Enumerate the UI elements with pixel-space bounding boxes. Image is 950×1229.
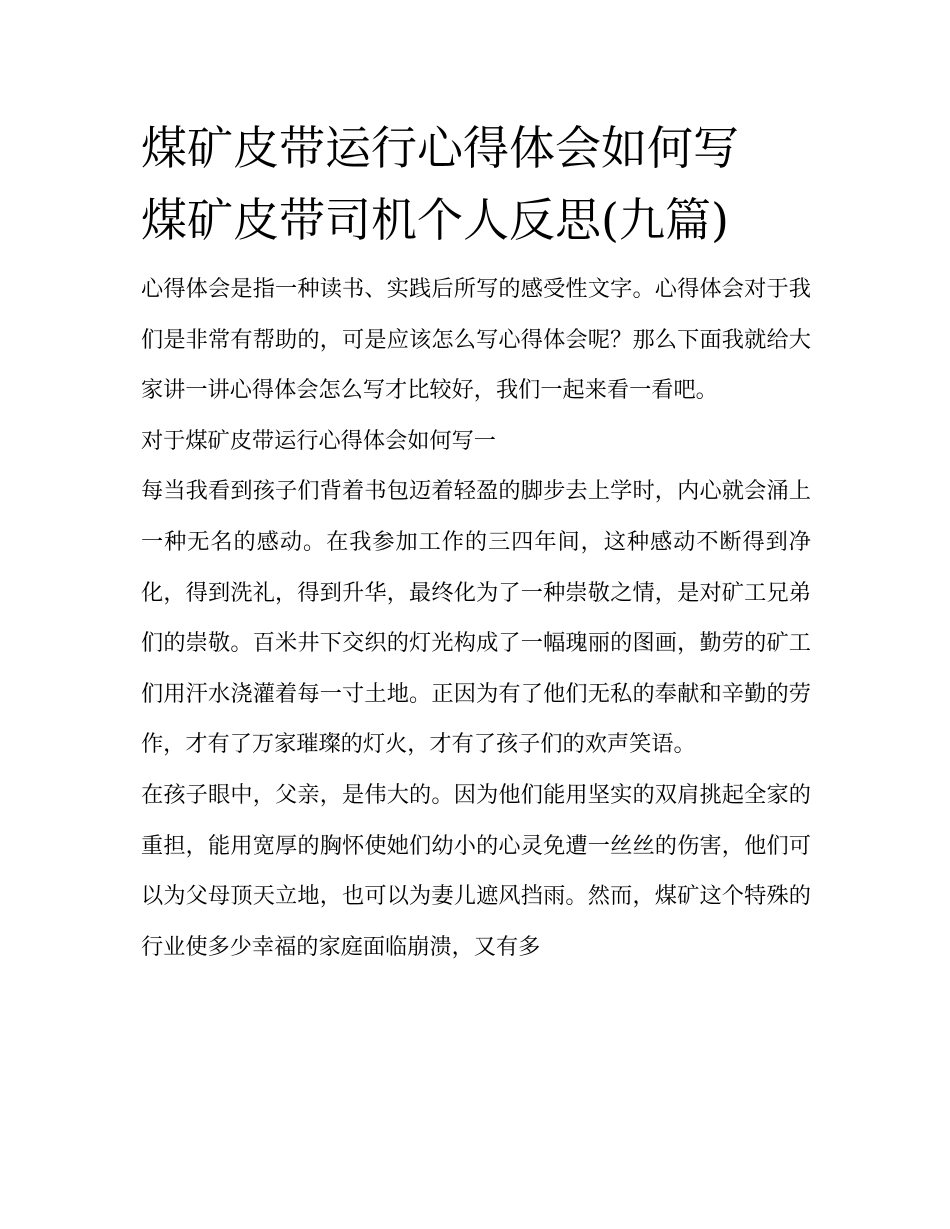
document-content bbox=[141, 112, 811, 972]
title-line-2: 煤矿皮带司机个人反思(九篇) bbox=[141, 193, 729, 247]
document-body bbox=[141, 264, 811, 972]
section-heading: 对于煤矿皮带运行心得体会如何写一 bbox=[141, 427, 496, 454]
body-paragraph-2: 在孩子眼中，父亲，是伟大的。因为他们能用坚实的双肩挑起全家的重担，能用宽厚的胸怀使她们幼小的心灵免遭一丝丝的伤害，他们可以为父母顶天立地，也可以为妻儿遮风挡雨。然而，煤矿这个特殊的行业使多少幸福的家庭面临崩溃，又有多 bbox=[141, 781, 811, 960]
document-title bbox=[141, 112, 811, 256]
intro-paragraph: 心得体会是指一种读书、实践后所写的感受性文字。心得体会对于我们是非常有帮助的，可是应该怎么写心得体会呢？那么下面我就给大家讲一讲心得体会怎么写才比较好，我们一起来看一看吧。 bbox=[141, 276, 811, 404]
title-line-1: 煤矿皮带运行心得体会如何写 bbox=[141, 121, 739, 175]
body-paragraph-1: 每当我看到孩子们背着书包迈着轻盈的脚步去上学时，内心就会涌上一种无名的感动。在我参加工作的三四年间，这种感动不断得到净化，得到洗礼，得到升华，最终化为了一种崇敬之情，是对矿工兄弟们的崇敬。百米井下交织的灯光构成了一幅瑰丽的图画，勤劳的矿工们用汗水浇灌着每一寸土地。正因为有了他们无私的奉献和辛勤的劳作，才有了万家璀璨的灯火，才有了孩子们的欢声笑语。 bbox=[141, 478, 811, 758]
